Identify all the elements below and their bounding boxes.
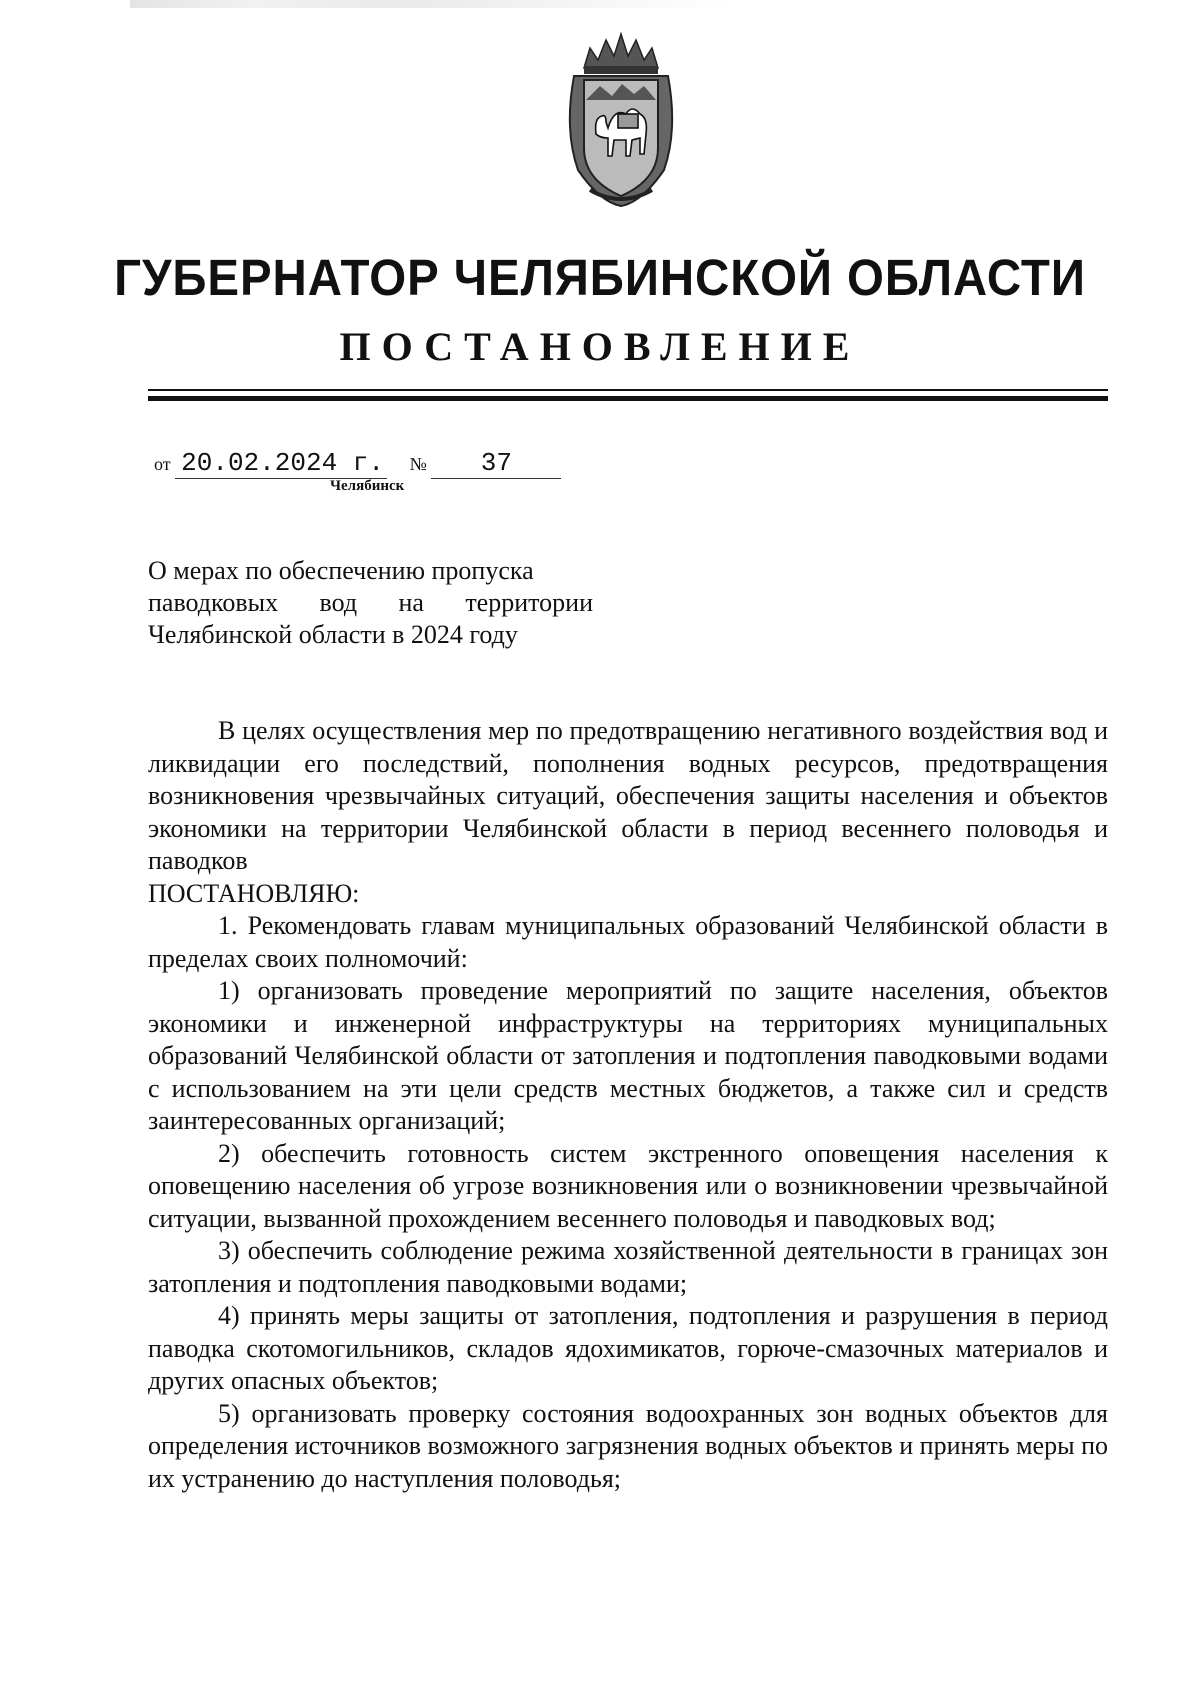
document-city: Челябинск [330, 478, 405, 494]
number-sign: № [409, 454, 427, 474]
subitem-3-paragraph: 3) обеспечить соблюдение режима хозяйственной деятельности в границах зон затопления и подтопления паводковыми водами; [148, 1236, 1108, 1298]
preamble-paragraph: В целях осуществления мер по предотвращению негативного воздействия вод и ликвидации его последствий, пополнения водных ресурсов, предотвращения возникновения чрезвычайных ситуаций, обеспечения защиты населения и объектов экономики на территории Челябинской области в период весеннего половодья и паводков [148, 716, 1108, 875]
document-subject [148, 555, 593, 651]
header-divider-thick [148, 396, 1108, 401]
authority-title: ГУБЕРНАТОР ЧЕЛЯБИНСКОЙ ОБЛАСТИ [114, 249, 1086, 306]
item-1-paragraph: 1. Рекомендовать главам муниципальных образований Челябинской области в пределах своих полномочий: [148, 911, 1108, 973]
date-prefix: от [154, 454, 171, 474]
document-meta-line [154, 448, 561, 479]
scan-edge-artifact [130, 0, 730, 8]
header-divider-thin [148, 389, 1108, 391]
document-type-title: ПОСТАНОВЛЕНИЕ [339, 324, 861, 369]
resolve-heading: ПОСТАНОВЛЯЮ: [148, 878, 360, 908]
document-body [148, 715, 1108, 1495]
document-date: 20.02.2024 г. [175, 448, 387, 479]
subject-line-1: О мерах по обеспечению пропуска [148, 556, 534, 585]
subitem-2-paragraph: 2) обеспечить готовность систем экстренного оповещения населения к оповещению населения об угрозе возникновения или о возникновении чрезвычайной ситуации, вызванной прохождением весеннего половодья и паводковых вод; [148, 1138, 1108, 1233]
document-number: 37 [431, 448, 561, 479]
subject-line-2: паводковых вод на территории [148, 588, 593, 617]
coat-of-arms-emblem [560, 30, 682, 210]
subject-line-3: Челябинской области в 2024 году [148, 620, 518, 649]
subitem-4-paragraph: 4) принять меры защиты от затопления, подтопления и разрушения в период паводка скотомогильников, складов ядохимикатов, горюче-смазочных материалов и других опасных объектов; [148, 1301, 1108, 1395]
subitem-1-paragraph: 1) организовать проведение мероприятий по защите населения, объектов экономики и инженерной инфраструктуры на территориях муниципальных образований Челябинской области от затопления и подтопления паводковыми водами с использованием на эти цели средств местных бюджетов, а также сил и средств заинтересованных организаций; [148, 976, 1108, 1135]
subitem-5-paragraph: 5) организовать проверку состояния водоохранных зон водных объектов для определения источников возможного загрязнения водных объектов и принять меры по их устранению до наступления половодья; [148, 1398, 1108, 1493]
